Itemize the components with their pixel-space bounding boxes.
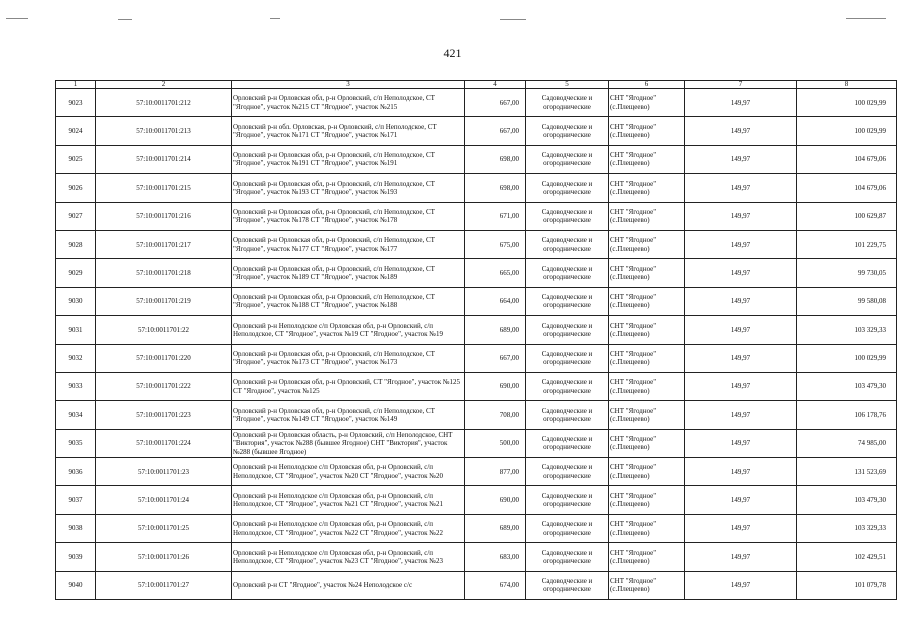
cadastral-value-cell: 101 229,75	[797, 230, 897, 258]
scan-artifact	[118, 19, 132, 20]
area-cell: 698,00	[465, 145, 526, 173]
land-use-line: Садоводческие и	[541, 349, 593, 358]
association-cell	[609, 514, 685, 542]
land-use-cell	[526, 458, 609, 486]
land-use-cell	[526, 287, 609, 315]
address-cell: Орловский р-н обл. Орловская, р-н Орловский, с/п Неполодское, СТ "Ягодное", участок №171 СТ "Ягодное", участок №171	[232, 117, 465, 145]
area-cell: 667,00	[465, 117, 526, 145]
column-header: 4	[465, 81, 526, 89]
land-use-cell	[526, 429, 609, 457]
association-line: (с.Плещеево)	[610, 414, 650, 423]
table-row	[56, 174, 897, 202]
address-cell: Орловский р-н Орловская обл, р-н Орловский, с/п Неполодское, СТ "Ягодное", участок №173 СТ "Ягодное", участок №173	[232, 344, 465, 372]
row-number-cell: 9036	[56, 458, 96, 486]
table-row	[56, 145, 897, 173]
column-header: 3	[232, 81, 465, 89]
association-cell	[609, 259, 685, 287]
table-row	[56, 429, 897, 457]
cadastral-number-cell: 57:10:0011701:222	[96, 372, 232, 400]
cadastral-number-cell: 57:10:0011701:216	[96, 202, 232, 230]
association-cell	[609, 89, 685, 117]
table-row	[56, 486, 897, 514]
land-use-line: Садоводческие и	[541, 321, 593, 330]
association-line: (с.Плещеево)	[610, 386, 650, 395]
area-cell: 690,00	[465, 486, 526, 514]
area-cell: 683,00	[465, 543, 526, 571]
cadastral-number-cell: 57:10:0011701:215	[96, 174, 232, 202]
table-row	[56, 230, 897, 258]
cadastral-value-cell: 99 730,05	[797, 259, 897, 287]
row-number-cell: 9037	[56, 486, 96, 514]
cadastral-rate-cell: 149,97	[685, 401, 797, 429]
association-cell	[609, 571, 685, 599]
cadastral-rate-cell: 149,97	[685, 145, 797, 173]
area-cell: 708,00	[465, 401, 526, 429]
land-plot-register-table	[55, 80, 897, 600]
association-cell	[609, 174, 685, 202]
association-line: (с.Плещеево)	[610, 443, 650, 452]
land-use-line: огороднические	[543, 443, 591, 452]
association-line: (с.Плещеево)	[610, 159, 650, 168]
land-use-cell	[526, 543, 609, 571]
land-use-line: огороднические	[543, 471, 591, 480]
land-use-line: огороднические	[543, 159, 591, 168]
association-line: (с.Плещеево)	[610, 556, 650, 565]
land-use-line: огороднические	[543, 216, 591, 225]
land-use-line: огороднические	[543, 500, 591, 509]
area-cell: 500,00	[465, 429, 526, 457]
association-line: (с.Плещеево)	[610, 187, 650, 196]
row-number-cell: 9023	[56, 89, 96, 117]
column-header: 5	[526, 81, 609, 89]
land-use-cell	[526, 230, 609, 258]
cadastral-value-cell: 101 079,78	[797, 571, 897, 599]
association-line: СНТ "Ягодное"	[610, 406, 657, 415]
association-line: (с.Плещеево)	[610, 358, 650, 367]
land-use-cell	[526, 117, 609, 145]
cadastral-rate-cell: 149,97	[685, 230, 797, 258]
cadastral-value-cell: 104 679,06	[797, 145, 897, 173]
land-use-line: Садоводческие и	[541, 378, 593, 387]
row-number-cell: 9025	[56, 145, 96, 173]
land-use-line: огороднические	[543, 585, 591, 594]
row-number-cell: 9024	[56, 117, 96, 145]
cadastral-number-cell: 57:10:0011701:217	[96, 230, 232, 258]
cadastral-rate-cell: 149,97	[685, 202, 797, 230]
address-cell: Орловский р-н Орловская обл, р-н Орловский, с/п Неполодское, СТ "Ягодное", участок №188 СТ "Ягодное", участок №188	[232, 287, 465, 315]
cadastral-rate-cell: 149,97	[685, 372, 797, 400]
land-use-line: Садоводческие и	[541, 548, 593, 557]
address-cell: Орловский р-н Орловская обл, р-н Орловский, с/п Неполодское, СТ "Ягодное", участок №193 СТ "Ягодное", участок №193	[232, 174, 465, 202]
land-use-line: Садоводческие и	[541, 179, 593, 188]
association-line: (с.Плещеево)	[610, 471, 650, 480]
table-row	[56, 316, 897, 344]
association-cell	[609, 202, 685, 230]
association-line: СНТ "Ягодное"	[610, 264, 657, 273]
address-cell: Орловский р-н Орловская обл, р-н Орловский, с/п Неполодское, СТ "Ягодное", участок №215 СТ "Ягодное", участок №215	[232, 89, 465, 117]
cadastral-number-cell: 57:10:0011701:25	[96, 514, 232, 542]
area-cell: 667,00	[465, 344, 526, 372]
row-number-cell: 9028	[56, 230, 96, 258]
area-cell: 675,00	[465, 230, 526, 258]
cadastral-rate-cell: 149,97	[685, 89, 797, 117]
land-use-cell	[526, 486, 609, 514]
land-use-line: Садоводческие и	[541, 406, 593, 415]
area-cell: 689,00	[465, 514, 526, 542]
association-cell	[609, 429, 685, 457]
address-cell: Орловский р-н Неполодское с/п Орловская обл, р-н Орловский, с/п Неполодское, СТ "Ягодное", участок №23 СТ "Ягодное", участок №23	[232, 543, 465, 571]
land-use-cell	[526, 401, 609, 429]
area-cell: 665,00	[465, 259, 526, 287]
address-cell: Орловский р-н Орловская область, р-н Орловский, с/п Неполодское, СНТ "Виктория", участок №288 (бывшее Ягодное) СНТ "Виктория", участок №288 (бывшее Ягодное)	[232, 429, 465, 457]
land-use-line: огороднические	[543, 301, 591, 310]
land-use-line: огороднические	[543, 386, 591, 395]
land-use-cell	[526, 145, 609, 173]
land-use-line: Садоводческие и	[541, 520, 593, 529]
column-number-header-row	[56, 81, 897, 89]
land-use-line: огороднические	[543, 528, 591, 537]
address-cell: Орловский р-н Неполодское с/п Орловская обл, р-н Орловский, с/п Неполодское, СТ "Ягодное", участок №22 СТ "Ягодное", участок №22	[232, 514, 465, 542]
scan-artifact	[270, 18, 280, 19]
association-line: (с.Плещеево)	[610, 244, 650, 253]
cadastral-rate-cell: 149,97	[685, 543, 797, 571]
table-row	[56, 259, 897, 287]
association-cell	[609, 230, 685, 258]
table-row	[56, 287, 897, 315]
table-row	[56, 571, 897, 599]
row-number-cell: 9029	[56, 259, 96, 287]
column-header: 7	[685, 81, 797, 89]
area-cell: 674,00	[465, 571, 526, 599]
association-line: (с.Плещеево)	[610, 273, 650, 282]
cadastral-number-cell: 57:10:0011701:219	[96, 287, 232, 315]
cadastral-number-cell: 57:10:0011701:27	[96, 571, 232, 599]
address-cell: Орловский р-н Неполодское с/п Орловская обл, р-н Орловский, с/п Неполодское, СТ "Ягодное", участок №19 СТ "Ягодное", участок №19	[232, 316, 465, 344]
row-number-cell: 9035	[56, 429, 96, 457]
row-number-cell: 9034	[56, 401, 96, 429]
land-use-line: Садоводческие и	[541, 491, 593, 500]
table-row	[56, 117, 897, 145]
address-cell: Орловский р-н СТ "Ягодное", участок №24 Неполодское с/с	[232, 571, 465, 599]
association-line: СНТ "Ягодное"	[610, 236, 657, 245]
land-use-line: Садоводческие и	[541, 94, 593, 103]
association-line: СНТ "Ягодное"	[610, 151, 657, 160]
area-cell: 690,00	[465, 372, 526, 400]
cadastral-rate-cell: 149,97	[685, 259, 797, 287]
land-use-cell	[526, 372, 609, 400]
land-use-line: Садоводческие и	[541, 577, 593, 586]
area-cell: 664,00	[465, 287, 526, 315]
cadastral-number-cell: 57:10:0011701:213	[96, 117, 232, 145]
cadastral-value-cell: 104 679,06	[797, 174, 897, 202]
cadastral-number-cell: 57:10:0011701:224	[96, 429, 232, 457]
table-row	[56, 401, 897, 429]
table-row	[56, 514, 897, 542]
row-number-cell: 9027	[56, 202, 96, 230]
column-header: 8	[797, 81, 897, 89]
land-use-line: огороднические	[543, 131, 591, 140]
row-number-cell: 9039	[56, 543, 96, 571]
association-line: СНТ "Ягодное"	[610, 435, 657, 444]
scan-artifact	[846, 18, 886, 19]
address-cell: Орловский р-н Орловская обл, р-н Орловский, с/п Неполодское, СТ "Ягодное", участок №177 СТ "Ягодное", участок №177	[232, 230, 465, 258]
land-use-line: огороднические	[543, 244, 591, 253]
cadastral-rate-cell: 149,97	[685, 429, 797, 457]
column-header: 2	[96, 81, 232, 89]
address-cell: Орловский р-н Орловская обл, р-н Орловский, с/п Неполодское, СТ "Ягодное", участок №178 СТ "Ягодное", участок №178	[232, 202, 465, 230]
cadastral-value-cell: 103 479,30	[797, 372, 897, 400]
land-use-cell	[526, 316, 609, 344]
area-cell: 689,00	[465, 316, 526, 344]
land-use-line: огороднические	[543, 187, 591, 196]
land-use-line: Садоводческие и	[541, 435, 593, 444]
cadastral-value-cell: 103 329,33	[797, 316, 897, 344]
land-use-line: огороднические	[543, 329, 591, 338]
land-use-cell	[526, 571, 609, 599]
cadastral-value-cell: 100 029,99	[797, 344, 897, 372]
address-cell: Орловский р-н Неполодское с/п Орловская обл, р-н Орловский, с/п Неполодское, СТ "Ягодное", участок №21 СТ "Ягодное", участок №21	[232, 486, 465, 514]
land-use-line: огороднические	[543, 102, 591, 111]
cadastral-number-cell: 57:10:0011701:223	[96, 401, 232, 429]
area-cell: 877,00	[465, 458, 526, 486]
row-number-cell: 9033	[56, 372, 96, 400]
association-line: СНТ "Ягодное"	[610, 577, 657, 586]
cadastral-number-cell: 57:10:0011701:24	[96, 486, 232, 514]
association-line: (с.Плещеево)	[610, 528, 650, 537]
cadastral-value-cell: 106 178,76	[797, 401, 897, 429]
cadastral-rate-cell: 149,97	[685, 316, 797, 344]
land-use-line: огороднические	[543, 358, 591, 367]
row-number-cell: 9032	[56, 344, 96, 372]
cadastral-number-cell: 57:10:0011701:22	[96, 316, 232, 344]
land-use-line: Садоводческие и	[541, 151, 593, 160]
land-use-line: Садоводческие и	[541, 264, 593, 273]
association-line: СНТ "Ягодное"	[610, 520, 657, 529]
land-use-cell	[526, 202, 609, 230]
association-line: СНТ "Ягодное"	[610, 179, 657, 188]
land-use-line: огороднические	[543, 414, 591, 423]
land-use-line: Садоводческие и	[541, 207, 593, 216]
cadastral-rate-cell: 149,97	[685, 458, 797, 486]
land-use-cell	[526, 174, 609, 202]
association-cell	[609, 145, 685, 173]
association-cell	[609, 287, 685, 315]
association-cell	[609, 486, 685, 514]
cadastral-value-cell: 100 629,87	[797, 202, 897, 230]
land-use-line: Садоводческие и	[541, 293, 593, 302]
association-line: СНТ "Ягодное"	[610, 94, 657, 103]
row-number-cell: 9030	[56, 287, 96, 315]
association-line: СНТ "Ягодное"	[610, 349, 657, 358]
association-line: (с.Плещеево)	[610, 131, 650, 140]
table-row	[56, 372, 897, 400]
cadastral-value-cell: 99 580,08	[797, 287, 897, 315]
table-row	[56, 543, 897, 571]
association-line: СНТ "Ягодное"	[610, 548, 657, 557]
cadastral-number-cell: 57:10:0011701:212	[96, 89, 232, 117]
association-line: (с.Плещеево)	[610, 329, 650, 338]
cadastral-number-cell: 57:10:0011701:214	[96, 145, 232, 173]
cadastral-rate-cell: 149,97	[685, 174, 797, 202]
association-line: (с.Плещеево)	[610, 216, 650, 225]
land-use-cell	[526, 89, 609, 117]
association-cell	[609, 372, 685, 400]
land-use-line: огороднические	[543, 273, 591, 282]
cadastral-rate-cell: 149,97	[685, 344, 797, 372]
cadastral-value-cell: 131 523,69	[797, 458, 897, 486]
association-cell	[609, 117, 685, 145]
area-cell: 667,00	[465, 89, 526, 117]
area-cell: 671,00	[465, 202, 526, 230]
land-use-cell	[526, 514, 609, 542]
association-cell	[609, 316, 685, 344]
land-use-line: Садоводческие и	[541, 122, 593, 131]
row-number-cell: 9031	[56, 316, 96, 344]
table-row	[56, 89, 897, 117]
cadastral-number-cell: 57:10:0011701:218	[96, 259, 232, 287]
association-line: (с.Плещеево)	[610, 500, 650, 509]
association-line: (с.Плещеево)	[610, 301, 650, 310]
address-cell: Орловский р-н Орловская обл, р-н Орловский, с/п Неполодское, СТ "Ягодное", участок №189 СТ "Ягодное", участок №189	[232, 259, 465, 287]
table-row	[56, 202, 897, 230]
cadastral-rate-cell: 149,97	[685, 287, 797, 315]
land-use-line: Садоводческие и	[541, 236, 593, 245]
scan-artifact	[6, 18, 28, 19]
register-body	[56, 89, 897, 600]
address-cell: Орловский р-н Орловская обл, р-н Орловский, с/п Неполодское, СТ "Ягодное", участок №191 СТ "Ягодное", участок №191	[232, 145, 465, 173]
cadastral-value-cell: 102 429,51	[797, 543, 897, 571]
cadastral-number-cell: 57:10:0011701:220	[96, 344, 232, 372]
association-line: СНТ "Ягодное"	[610, 491, 657, 500]
cadastral-number-cell: 57:10:0011701:23	[96, 458, 232, 486]
address-cell: Орловский р-н Орловская обл, р-н Орловский, с/п Неполодское, СТ "Ягодное", участок №149 СТ "Ягодное", участок №149	[232, 401, 465, 429]
land-use-cell	[526, 259, 609, 287]
association-cell	[609, 543, 685, 571]
scan-artifact	[500, 19, 526, 20]
cadastral-value-cell: 103 479,30	[797, 486, 897, 514]
association-line: СНТ "Ягодное"	[610, 293, 657, 302]
land-use-line: огороднические	[543, 556, 591, 565]
cadastral-rate-cell: 149,97	[685, 514, 797, 542]
page-number: 421	[443, 46, 462, 60]
association-cell	[609, 401, 685, 429]
address-cell: Орловский р-н Орловская обл, р-н Орловский, СТ "Ягодное", участок №125 СТ "Ягодное", участок №125	[232, 372, 465, 400]
cadastral-rate-cell: 149,97	[685, 486, 797, 514]
association-line: (с.Плещеево)	[610, 102, 650, 111]
row-number-cell: 9040	[56, 571, 96, 599]
table-row	[56, 344, 897, 372]
association-cell	[609, 344, 685, 372]
table-row	[56, 458, 897, 486]
row-number-cell: 9026	[56, 174, 96, 202]
cadastral-value-cell: 100 029,99	[797, 89, 897, 117]
column-header: 6	[609, 81, 685, 89]
association-line: СНТ "Ягодное"	[610, 122, 657, 131]
column-header: 1	[56, 81, 96, 89]
association-line: СНТ "Ягодное"	[610, 463, 657, 472]
association-line: СНТ "Ягодное"	[610, 321, 657, 330]
row-number-cell: 9038	[56, 514, 96, 542]
cadastral-rate-cell: 149,97	[685, 117, 797, 145]
area-cell: 698,00	[465, 174, 526, 202]
land-use-cell	[526, 344, 609, 372]
association-line: (с.Плещеево)	[610, 585, 650, 594]
cadastral-value-cell: 74 985,00	[797, 429, 897, 457]
cadastral-value-cell: 103 329,33	[797, 514, 897, 542]
association-cell	[609, 458, 685, 486]
association-line: СНТ "Ягодное"	[610, 378, 657, 387]
association-line: СНТ "Ягодное"	[610, 207, 657, 216]
cadastral-value-cell: 100 029,99	[797, 117, 897, 145]
cadastral-number-cell: 57:10:0011701:26	[96, 543, 232, 571]
cadastral-rate-cell: 149,97	[685, 571, 797, 599]
address-cell: Орловский р-н Неполодское с/п Орловская обл, р-н Орловский, с/п Неполодское, СТ "Ягодное", участок №20 СТ "Ягодное", участок №20	[232, 458, 465, 486]
land-use-line: Садоводческие и	[541, 463, 593, 472]
